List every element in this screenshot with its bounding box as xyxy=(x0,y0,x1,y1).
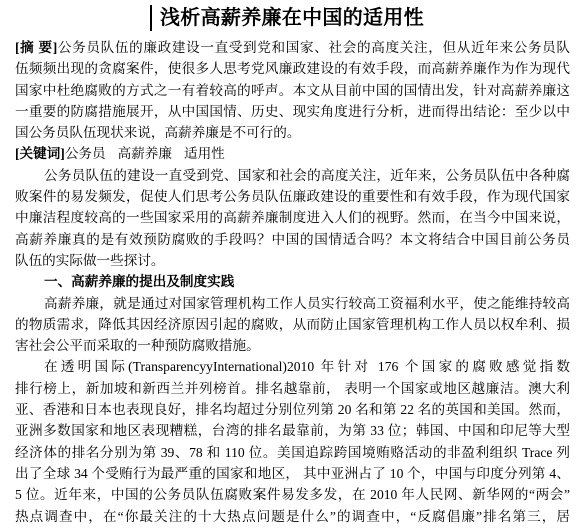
paper-title xyxy=(150,5,450,31)
paragraph-line: 经济体的排名分别为第 39、78 和 110 位。美国追踪跨国境贿赂活动的非盈利组织 Trace 列 xyxy=(15,444,570,460)
paragraph-line: 高薪养廉，就是通过对国家管理机构工作人员实行较高工资福利水平，使之能维持较高 xyxy=(44,295,570,311)
keyword: 高薪养廉 xyxy=(117,146,172,162)
abstract-text: 公务员队伍的廉政建设一直受到党和国家、社会的高度关注，但从近年来公务员队 xyxy=(57,40,570,55)
paragraph-line: 亚、香港和日本也表现良好，排名均超过分别位列第 20 名和第 22 名的英国和美国。然而， xyxy=(15,402,570,418)
abstract-line: 一重要的防腐措施展开，从中国国情、历史、现实角度进行分析，进而得出结论：至少以中 xyxy=(15,103,570,119)
paragraph-line: 排行榜上，新加坡和新西兰并列榜首。排名越靠前， 表明一个国家或地区越廉洁。澳大利 xyxy=(15,380,570,396)
intro-line: 中廉洁程度较高的一些国家采用的高薪养廉制度进入人们的视野。然而，在当今中国来说， xyxy=(15,210,570,226)
intro-line: 队伍的实际做一些探讨。 xyxy=(15,252,165,268)
intro-line: 公务员队伍的建设一直受到党、国家和社会的高度关注，近年来，公务员队伍中各种腐 xyxy=(44,167,570,183)
abstract-line: 国公务员队伍现状来说，高薪养廉是不可行的。 xyxy=(15,125,301,141)
paragraph-line: 的物质需求，降低其因经济原因引起的腐败，从而防止国家管理机构工作人员以权牟利、损 xyxy=(15,316,570,332)
abstract-line: 伍频频出现的贪腐案件，使很多人思考党风廉政建设的有效手段，而高薪养廉作为作为现代 xyxy=(15,61,570,77)
keywords-label: [关键词] xyxy=(15,146,65,162)
section-heading: 一、高薪养廉的提出及制度实践 xyxy=(44,274,235,290)
abstract-label: [摘 要] xyxy=(15,40,58,55)
intro-line: 败案件的易发频发，促使人们思考公务员队伍廉政建设的重要性和有效手段，作为现代国家 xyxy=(15,189,570,205)
title-divider-bar xyxy=(150,5,152,31)
abstract-line xyxy=(15,37,570,58)
keyword: 公务员 xyxy=(64,146,106,162)
paper-body xyxy=(15,37,570,527)
intro-line: 高薪养廉真的是有效预防腐败的手段吗？中国的国情适合吗？本文将结合中国目前公务员 xyxy=(15,231,570,247)
paragraph-line: 亚洲多数国家和地区表现糟糕，台湾的排名最靠前，为第 33 位；韩国、中国和印尼等大型 xyxy=(15,423,570,439)
paragraph-line: 出了全球 34 个受贿行为最严重的国家和地区， 其中亚洲占了 10 个，中国与印度分列第 4、 xyxy=(15,465,570,481)
keyword: 适用性 xyxy=(184,146,225,162)
paragraph-line: 热点调查中，在“你最关注的十大热点问题是什么”的调查中，“反腐倡廉”排名第三，居 xyxy=(15,508,570,524)
keywords-line xyxy=(15,143,570,164)
paragraph-line: 害社会公平而采取的一种预防腐败措施。 xyxy=(15,338,260,354)
abstract-line: 国家中杜绝腐败的方式之一有着较高的呼声。本文从目前中国的国情出发，针对高薪养廉这 xyxy=(15,82,570,98)
paragraph-line: 在透明国际(TransparencyyInternational)2010 年针对 176 个国家的腐败感觉指数 xyxy=(44,359,570,375)
paper-title-text: 浅析高薪养廉在中国的适用性 xyxy=(160,7,424,29)
paragraph-line: 5 位。近年来，中国的公务员队伍腐败案件易发多发，在 2010 年人民网、新华网的“两会” xyxy=(15,487,570,503)
